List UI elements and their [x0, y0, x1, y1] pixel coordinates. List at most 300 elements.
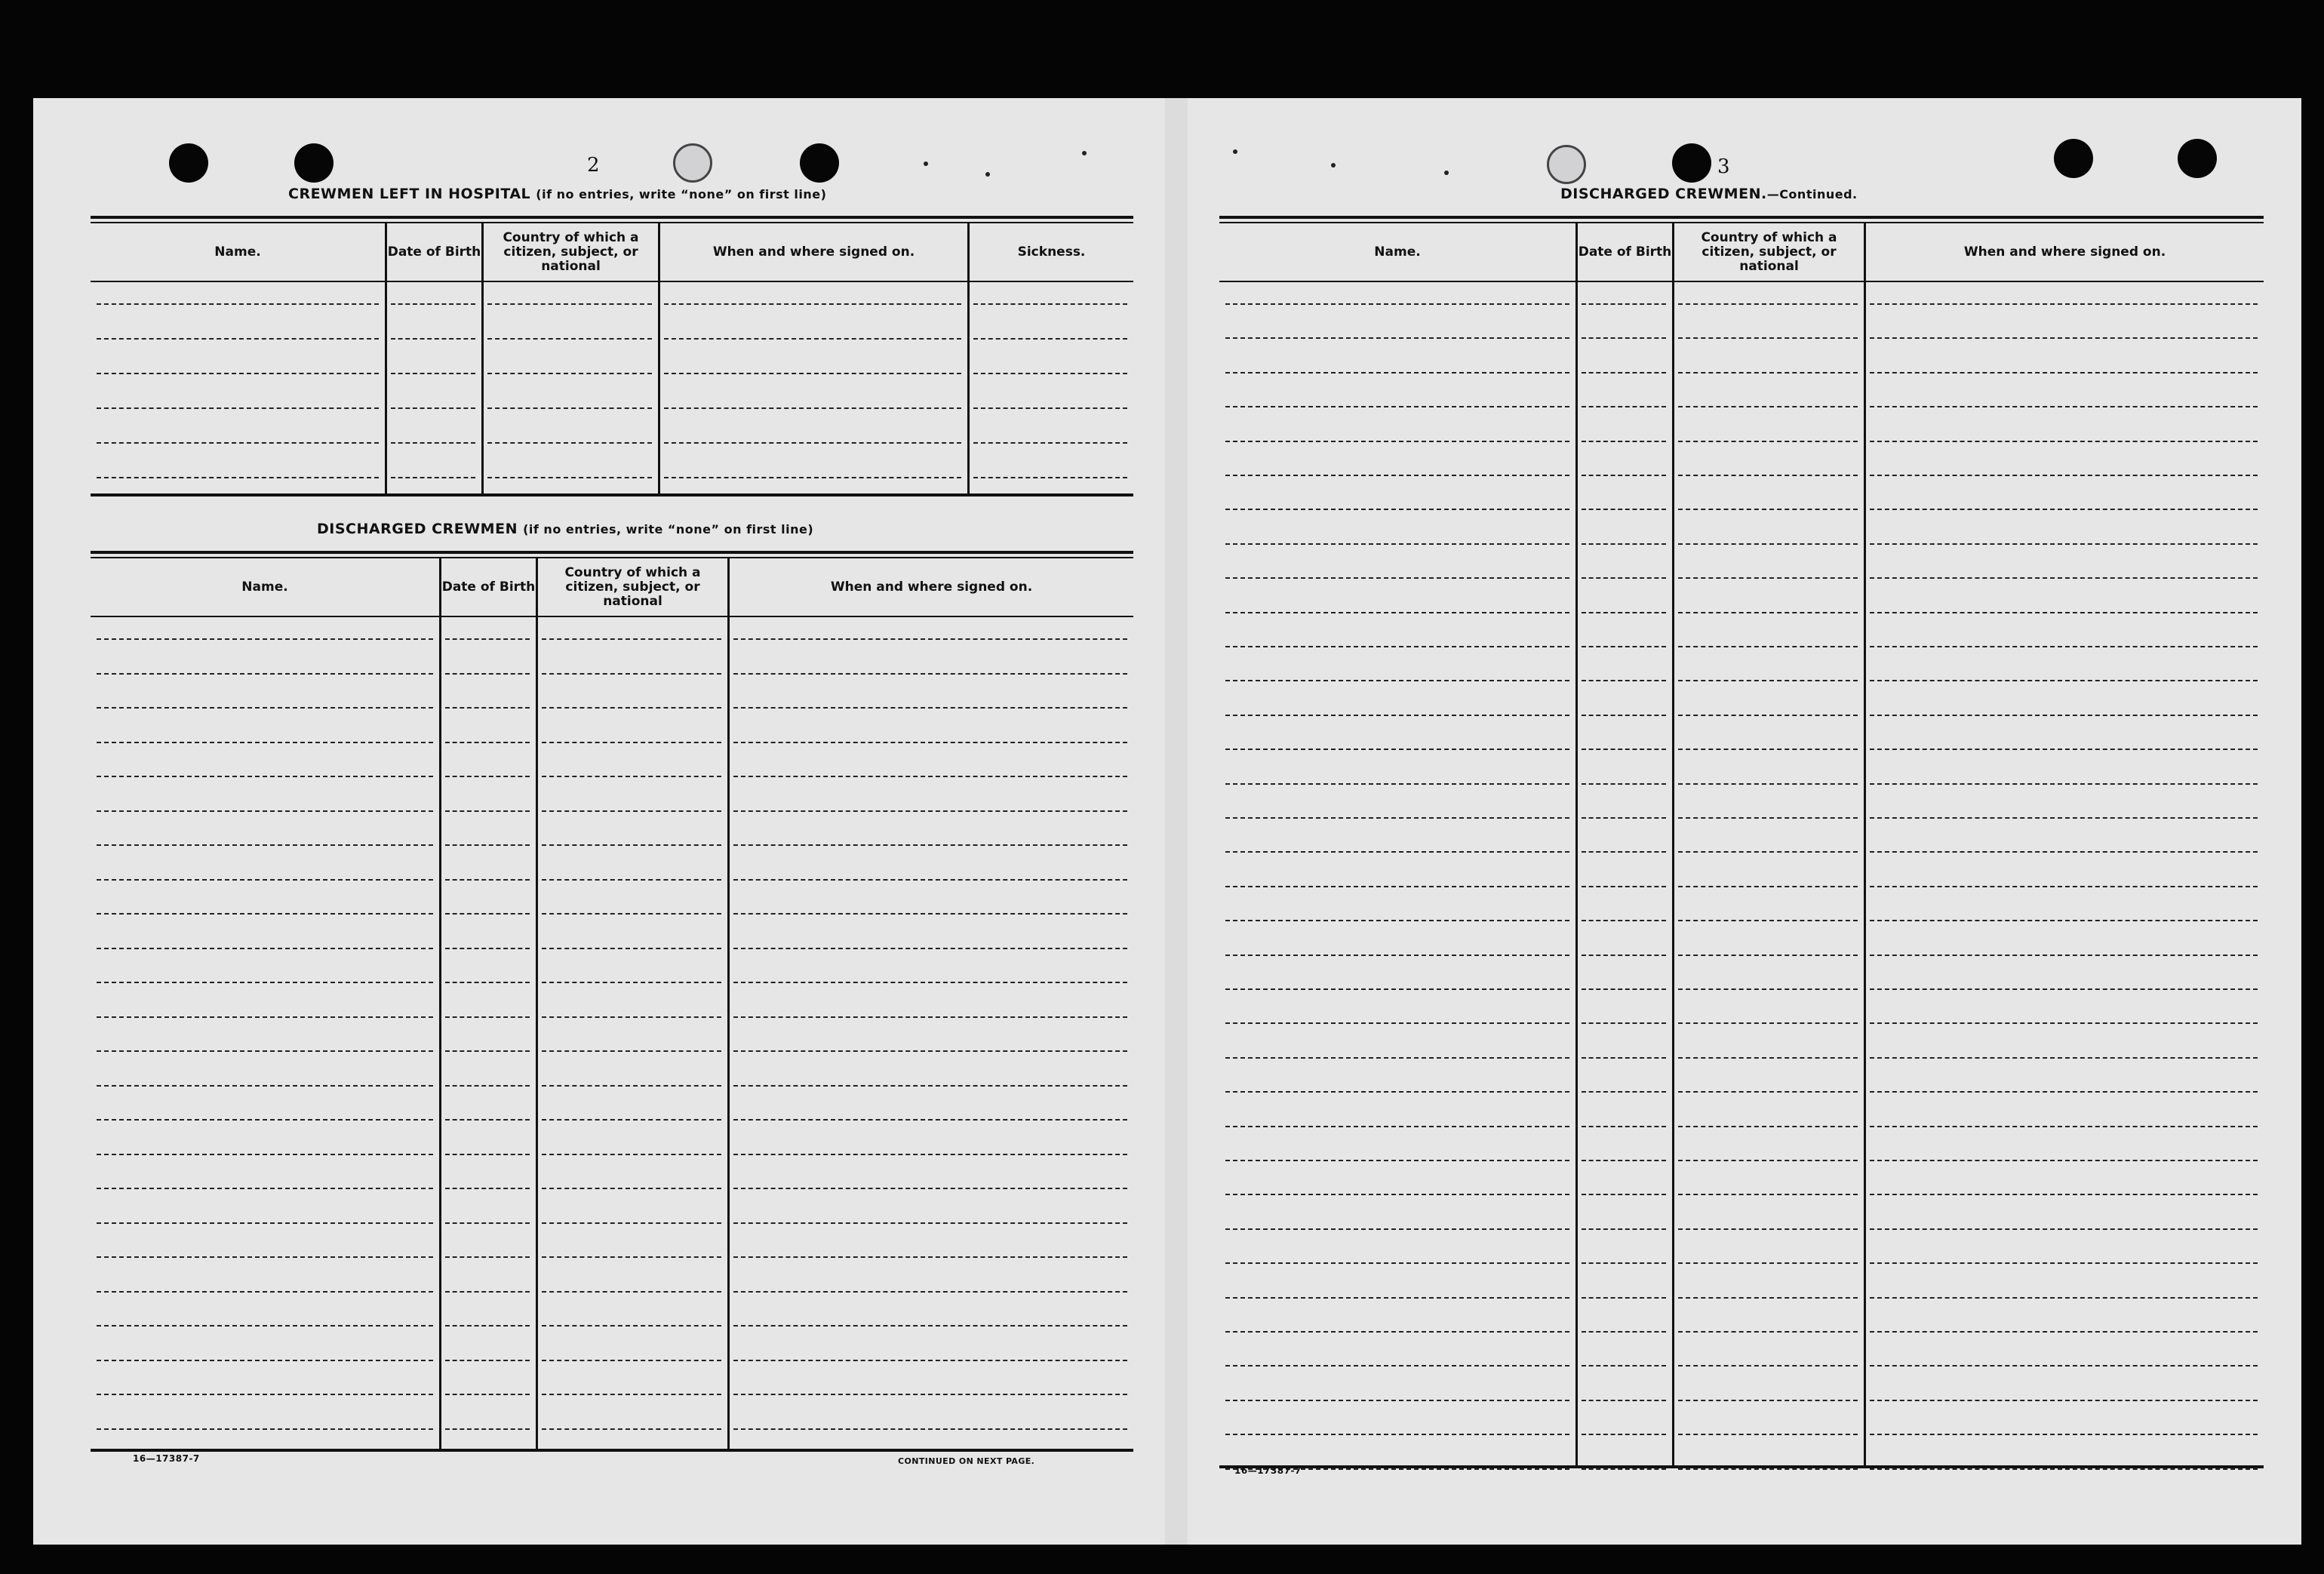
entry-line[interactable] [1870, 1400, 2258, 1401]
discharged-heading-note: (if no entries, write “none” on first line) [523, 522, 814, 536]
entry-line[interactable] [1870, 886, 2258, 887]
entry-line[interactable] [1870, 851, 2258, 853]
entry-line[interactable] [1225, 1126, 1569, 1127]
entry-line[interactable] [542, 1428, 721, 1430]
entry-line[interactable] [1582, 920, 1666, 921]
entry-line[interactable] [445, 742, 530, 743]
entry-line[interactable] [1225, 886, 1569, 887]
entry-line[interactable] [1678, 543, 1858, 545]
entry-line[interactable] [1870, 1228, 2258, 1230]
entry-line[interactable] [1582, 1331, 1666, 1333]
entry-line[interactable] [445, 638, 530, 640]
entry-line[interactable] [1870, 955, 2258, 956]
entry-line[interactable] [542, 913, 721, 915]
entry-line[interactable] [1225, 1262, 1569, 1264]
entry-line[interactable] [445, 1154, 530, 1155]
entry-line[interactable] [1225, 680, 1569, 681]
entry-line[interactable] [1678, 1228, 1858, 1230]
entry-line[interactable] [1678, 1400, 1858, 1401]
entry-line[interactable] [445, 1016, 530, 1018]
punch-hole [2054, 139, 2093, 178]
entry-line[interactable] [1870, 920, 2258, 921]
entry-line[interactable] [1582, 441, 1666, 442]
entry-line[interactable] [542, 1119, 721, 1121]
punch-hole [1547, 145, 1586, 184]
entry-line[interactable] [445, 776, 530, 777]
header-signed-on: When and where signed on. [712, 244, 915, 260]
entry-line[interactable] [973, 477, 1127, 478]
entry-line[interactable] [1870, 1297, 2258, 1299]
discharged-continued-heading-note: —Continued. [1766, 187, 1858, 201]
form-paper [33, 98, 2301, 1545]
entry-line[interactable] [487, 338, 652, 340]
entry-line[interactable] [1678, 988, 1858, 990]
entry-line[interactable] [733, 948, 1127, 949]
punch-hole [673, 143, 712, 183]
entry-line[interactable] [1870, 406, 2258, 407]
entry-line[interactable] [1582, 1262, 1666, 1264]
entry-line[interactable] [97, 1325, 433, 1327]
entry-line[interactable] [1582, 612, 1666, 613]
entry-line[interactable] [1678, 851, 1858, 853]
entry-line[interactable] [1582, 680, 1666, 681]
entry-line[interactable] [1870, 372, 2258, 374]
entry-line[interactable] [542, 1085, 721, 1087]
entry-line[interactable] [1225, 577, 1569, 579]
entry-line[interactable] [1582, 715, 1666, 716]
entry-line[interactable] [1678, 920, 1858, 921]
entry-line[interactable] [445, 844, 530, 846]
entry-line[interactable] [445, 913, 530, 915]
entry-line[interactable] [487, 373, 652, 374]
entry-line[interactable] [97, 1016, 433, 1018]
entry-line[interactable] [391, 407, 475, 409]
entry-line[interactable] [1870, 1091, 2258, 1093]
entry-line[interactable] [973, 373, 1127, 374]
entry-line[interactable] [1870, 303, 2258, 305]
entry-line[interactable] [733, 1016, 1127, 1018]
entry-line[interactable] [1225, 715, 1569, 716]
entry-line[interactable] [97, 913, 433, 915]
entry-line[interactable] [97, 1154, 433, 1155]
entry-line[interactable] [97, 477, 379, 478]
header-country: Country of which a citizen, subject, or national [1701, 229, 1837, 274]
entry-line[interactable] [1225, 509, 1569, 510]
entry-line[interactable] [1582, 1400, 1666, 1401]
entry-line[interactable] [97, 982, 433, 983]
entry-line[interactable] [445, 948, 530, 949]
header-signed-on: When and where signed on. [1963, 244, 2166, 260]
entry-line[interactable] [1870, 543, 2258, 545]
entry-line[interactable] [487, 442, 652, 444]
entry-line[interactable] [1678, 1262, 1858, 1264]
entry-line[interactable] [1582, 337, 1666, 339]
entry-line[interactable] [1870, 1468, 2258, 1470]
entry-line[interactable] [97, 844, 433, 846]
entry-line[interactable] [391, 373, 475, 374]
entry-line[interactable] [1678, 1468, 1858, 1470]
entry-line[interactable] [733, 1119, 1127, 1121]
page-number: 3 [1717, 155, 1730, 178]
entry-line[interactable] [97, 776, 433, 777]
entry-line[interactable] [1225, 1194, 1569, 1195]
entry-line[interactable] [542, 638, 721, 640]
entry-line[interactable] [1870, 680, 2258, 681]
entry-line[interactable] [487, 477, 652, 478]
entry-line[interactable] [1582, 1365, 1666, 1366]
entry-line[interactable] [542, 673, 721, 675]
entry-line[interactable] [733, 810, 1127, 812]
entry-line[interactable] [542, 810, 721, 812]
entry-line[interactable] [1225, 372, 1569, 374]
entry-line[interactable] [391, 338, 475, 340]
entry-line[interactable] [733, 1188, 1127, 1189]
entry-line[interactable] [487, 407, 652, 409]
entry-line[interactable] [664, 303, 961, 305]
entry-line[interactable] [97, 1119, 433, 1121]
entry-line[interactable] [97, 742, 433, 743]
entry-line[interactable] [445, 1222, 530, 1224]
entry-line[interactable] [445, 1428, 530, 1430]
entry-line[interactable] [97, 1222, 433, 1224]
entry-line[interactable] [1678, 1434, 1858, 1435]
page-number: 2 [587, 154, 600, 177]
entry-line[interactable] [733, 1428, 1127, 1430]
entry-line[interactable] [1225, 1057, 1569, 1059]
entry-line[interactable] [97, 879, 433, 881]
entry-line[interactable] [1870, 1022, 2258, 1024]
entry-line[interactable] [1870, 646, 2258, 647]
entry-line[interactable] [97, 707, 433, 709]
entry-line[interactable] [1582, 1022, 1666, 1024]
entry-line[interactable] [1225, 817, 1569, 819]
entry-line[interactable] [1225, 1297, 1569, 1299]
entry-line[interactable] [1225, 303, 1569, 305]
entry-line[interactable] [1678, 715, 1858, 716]
entry-line[interactable] [445, 1050, 530, 1052]
header-name: Name. [214, 244, 261, 260]
punch-hole [169, 143, 208, 183]
header-country: Country of which a citizen, subject, or national [503, 229, 639, 274]
entry-line[interactable] [97, 1394, 433, 1395]
entry-line[interactable] [1678, 1297, 1858, 1299]
discharged-table-heading [317, 521, 813, 537]
discharged-table [91, 551, 1133, 1456]
continued-note: CONTINUED ON NEXT PAGE. [898, 1456, 1035, 1466]
entry-line[interactable] [1225, 1331, 1569, 1333]
punch-hole [2178, 139, 2217, 178]
punch-hole [294, 143, 334, 183]
entry-line[interactable] [733, 673, 1127, 675]
header-date-of-birth: Date of Birth [387, 244, 481, 260]
entry-line[interactable] [445, 673, 530, 675]
entry-line[interactable] [1870, 749, 2258, 750]
hospital-table-heading [288, 186, 826, 202]
entry-line[interactable] [1870, 988, 2258, 990]
entry-line[interactable] [542, 1016, 721, 1018]
entry-line[interactable] [1678, 680, 1858, 681]
entry-line[interactable] [445, 1394, 530, 1395]
entry-line[interactable] [1582, 1057, 1666, 1059]
hospital-heading-main: CREWMEN LEFT IN HOSPITAL [288, 186, 531, 202]
hospital-table [91, 216, 1133, 500]
entry-line[interactable] [733, 1256, 1127, 1258]
entry-line[interactable] [1582, 1126, 1666, 1127]
entry-line[interactable] [542, 1394, 721, 1395]
entry-line[interactable] [1582, 1297, 1666, 1299]
entry-line[interactable] [733, 1222, 1127, 1224]
entry-line[interactable] [1870, 612, 2258, 613]
entry-line[interactable] [445, 1325, 530, 1327]
entry-line[interactable] [1582, 749, 1666, 750]
entry-line[interactable] [1225, 612, 1569, 613]
entry-line[interactable] [1582, 783, 1666, 785]
entry-line[interactable] [1582, 955, 1666, 956]
entry-line[interactable] [542, 1050, 721, 1052]
entry-line[interactable] [733, 913, 1127, 915]
entry-line[interactable] [1225, 1160, 1569, 1161]
entry-line[interactable] [542, 844, 721, 846]
entry-line[interactable] [1678, 1331, 1858, 1333]
entry-line[interactable] [973, 303, 1127, 305]
entry-line[interactable] [1225, 851, 1569, 853]
entry-line[interactable] [1870, 715, 2258, 716]
entry-line[interactable] [1225, 783, 1569, 785]
entry-line[interactable] [542, 742, 721, 743]
entry-line[interactable] [97, 338, 379, 340]
entry-line[interactable] [97, 948, 433, 949]
entry-line[interactable] [1870, 475, 2258, 476]
entry-line[interactable] [1870, 783, 2258, 785]
entry-line[interactable] [97, 1291, 433, 1293]
entry-line[interactable] [1870, 817, 2258, 819]
entry-line[interactable] [1678, 1126, 1858, 1127]
entry-line[interactable] [1678, 509, 1858, 510]
entry-line[interactable] [1678, 475, 1858, 476]
entry-line[interactable] [1225, 920, 1569, 921]
entry-line[interactable] [542, 879, 721, 881]
entry-line[interactable] [542, 1256, 721, 1258]
entry-line[interactable] [1582, 1091, 1666, 1093]
entry-line[interactable] [97, 810, 433, 812]
entry-line[interactable] [1225, 646, 1569, 647]
entry-line[interactable] [733, 742, 1127, 743]
entry-line[interactable] [1582, 817, 1666, 819]
entry-line[interactable] [391, 477, 475, 478]
entry-line[interactable] [1582, 543, 1666, 545]
page-right [1165, 98, 2301, 1545]
entry-line[interactable] [97, 303, 379, 305]
entry-line[interactable] [664, 407, 961, 409]
entry-line[interactable] [1870, 1262, 2258, 1264]
entry-line[interactable] [1678, 372, 1858, 374]
entry-line[interactable] [1678, 1160, 1858, 1161]
entry-line[interactable] [1678, 1091, 1858, 1093]
entry-line[interactable] [445, 707, 530, 709]
entry-line[interactable] [445, 1360, 530, 1361]
form-code: 16—17387-7 [133, 1453, 200, 1464]
entry-line[interactable] [445, 1188, 530, 1189]
entry-line[interactable] [1582, 988, 1666, 990]
entry-line[interactable] [1678, 1057, 1858, 1059]
entry-line[interactable] [1678, 612, 1858, 613]
entry-line[interactable] [1678, 441, 1858, 442]
entry-line[interactable] [664, 477, 961, 478]
entry-line[interactable] [1678, 886, 1858, 887]
discharged-heading-main: DISCHARGED CREWMEN [317, 521, 518, 537]
entry-line[interactable] [1225, 475, 1569, 476]
entry-line[interactable] [542, 1360, 721, 1361]
entry-line[interactable] [1225, 988, 1569, 990]
entry-line[interactable] [1582, 886, 1666, 887]
entry-line[interactable] [1678, 817, 1858, 819]
entry-line[interactable] [733, 707, 1127, 709]
entry-line[interactable] [97, 1050, 433, 1052]
entry-line[interactable] [1678, 749, 1858, 750]
entry-line[interactable] [445, 1119, 530, 1121]
entry-line[interactable] [1225, 749, 1569, 750]
entry-line[interactable] [1582, 1160, 1666, 1161]
entry-line[interactable] [391, 303, 475, 305]
entry-line[interactable] [1870, 577, 2258, 579]
entry-line[interactable] [445, 1256, 530, 1258]
entry-line[interactable] [445, 810, 530, 812]
entry-line[interactable] [1870, 509, 2258, 510]
header-sickness: Sickness. [1017, 244, 1086, 260]
entry-line[interactable] [1870, 337, 2258, 339]
entry-line[interactable] [1870, 1331, 2258, 1333]
entry-line[interactable] [391, 442, 475, 444]
entry-line[interactable] [542, 1188, 721, 1189]
entry-line[interactable] [973, 407, 1127, 409]
entry-line[interactable] [664, 338, 961, 340]
entry-line[interactable] [1582, 577, 1666, 579]
entry-line[interactable] [1870, 1160, 2258, 1161]
entry-line[interactable] [1582, 372, 1666, 374]
entry-line[interactable] [1582, 303, 1666, 305]
header-name: Name. [1374, 244, 1421, 260]
entry-line[interactable] [733, 844, 1127, 846]
header-date-of-birth: Date of Birth [441, 579, 536, 595]
entry-line[interactable] [1870, 1057, 2258, 1059]
entry-line[interactable] [97, 1085, 433, 1087]
entry-line[interactable] [542, 707, 721, 709]
entry-line[interactable] [1678, 406, 1858, 407]
entry-line[interactable] [97, 442, 379, 444]
entry-line[interactable] [1582, 509, 1666, 510]
entry-line[interactable] [445, 879, 530, 881]
entry-line[interactable] [1225, 1434, 1569, 1435]
entry-line[interactable] [445, 1085, 530, 1087]
entry-line[interactable] [1678, 783, 1858, 785]
entry-line[interactable] [733, 776, 1127, 777]
entry-line[interactable] [1870, 1365, 2258, 1366]
entry-line[interactable] [733, 982, 1127, 983]
entry-line[interactable] [1678, 337, 1858, 339]
entry-line[interactable] [542, 776, 721, 777]
entry-line[interactable] [1870, 1194, 2258, 1195]
entry-line[interactable] [733, 879, 1127, 881]
entry-line[interactable] [1582, 475, 1666, 476]
entry-line[interactable] [1225, 441, 1569, 442]
header-signed-on: When and where signed on. [830, 579, 1033, 595]
entry-line[interactable] [1225, 1400, 1569, 1401]
entry-line[interactable] [1582, 1228, 1666, 1230]
header-country: Country of which a citizen, subject, or national [564, 564, 701, 609]
entry-line[interactable] [1870, 1434, 2258, 1435]
entry-line[interactable] [97, 1428, 433, 1430]
entry-line[interactable] [542, 1291, 721, 1293]
entry-line[interactable] [733, 1050, 1127, 1052]
entry-line[interactable] [542, 1325, 721, 1327]
header-name: Name. [241, 579, 288, 595]
entry-line[interactable] [664, 373, 961, 374]
entry-line[interactable] [1678, 1365, 1858, 1366]
entry-line[interactable] [1870, 441, 2258, 442]
entry-line[interactable] [97, 1360, 433, 1361]
entry-line[interactable] [1225, 1228, 1569, 1230]
entry-line[interactable] [1225, 337, 1569, 339]
entry-line[interactable] [1225, 406, 1569, 407]
entry-line[interactable] [487, 303, 652, 305]
entry-line[interactable] [97, 1188, 433, 1189]
entry-line[interactable] [97, 407, 379, 409]
entry-line[interactable] [733, 1394, 1127, 1395]
entry-line[interactable] [97, 638, 433, 640]
entry-line[interactable] [1225, 543, 1569, 545]
entry-line[interactable] [1582, 851, 1666, 853]
entry-line[interactable] [1678, 646, 1858, 647]
form-code: 16—17387-7 [1234, 1465, 1302, 1476]
entry-line[interactable] [1582, 1434, 1666, 1435]
entry-line[interactable] [1225, 955, 1569, 956]
entry-line[interactable] [1678, 955, 1858, 956]
entry-line[interactable] [733, 1360, 1127, 1361]
entry-line[interactable] [1225, 1365, 1569, 1366]
page-left [33, 98, 1165, 1545]
entry-line[interactable] [542, 948, 721, 949]
entry-line[interactable] [445, 1291, 530, 1293]
entry-line[interactable] [733, 1291, 1127, 1293]
entry-line[interactable] [445, 982, 530, 983]
entry-line[interactable] [1582, 406, 1666, 407]
entry-line[interactable] [973, 442, 1127, 444]
entry-line[interactable] [1225, 1091, 1569, 1093]
entry-line[interactable] [733, 638, 1127, 640]
entry-line[interactable] [1678, 1022, 1858, 1024]
discharged-continued-heading [1560, 186, 1858, 202]
entry-line[interactable] [1225, 1022, 1569, 1024]
entry-line[interactable] [1870, 1126, 2258, 1127]
entry-line[interactable] [1582, 1468, 1666, 1470]
entry-line[interactable] [97, 373, 379, 374]
entry-line[interactable] [1582, 1194, 1666, 1195]
entry-line[interactable] [1678, 303, 1858, 305]
entry-line[interactable] [542, 1222, 721, 1224]
entry-line[interactable] [973, 338, 1127, 340]
entry-line[interactable] [1678, 1194, 1858, 1195]
entry-line[interactable] [97, 1256, 433, 1258]
entry-line[interactable] [664, 442, 961, 444]
entry-line[interactable] [1582, 646, 1666, 647]
entry-line[interactable] [1678, 577, 1858, 579]
entry-line[interactable] [733, 1154, 1127, 1155]
entry-line[interactable] [542, 982, 721, 983]
entry-line[interactable] [733, 1085, 1127, 1087]
entry-line[interactable] [97, 673, 433, 675]
entry-line[interactable] [542, 1154, 721, 1155]
entry-line[interactable] [733, 1325, 1127, 1327]
